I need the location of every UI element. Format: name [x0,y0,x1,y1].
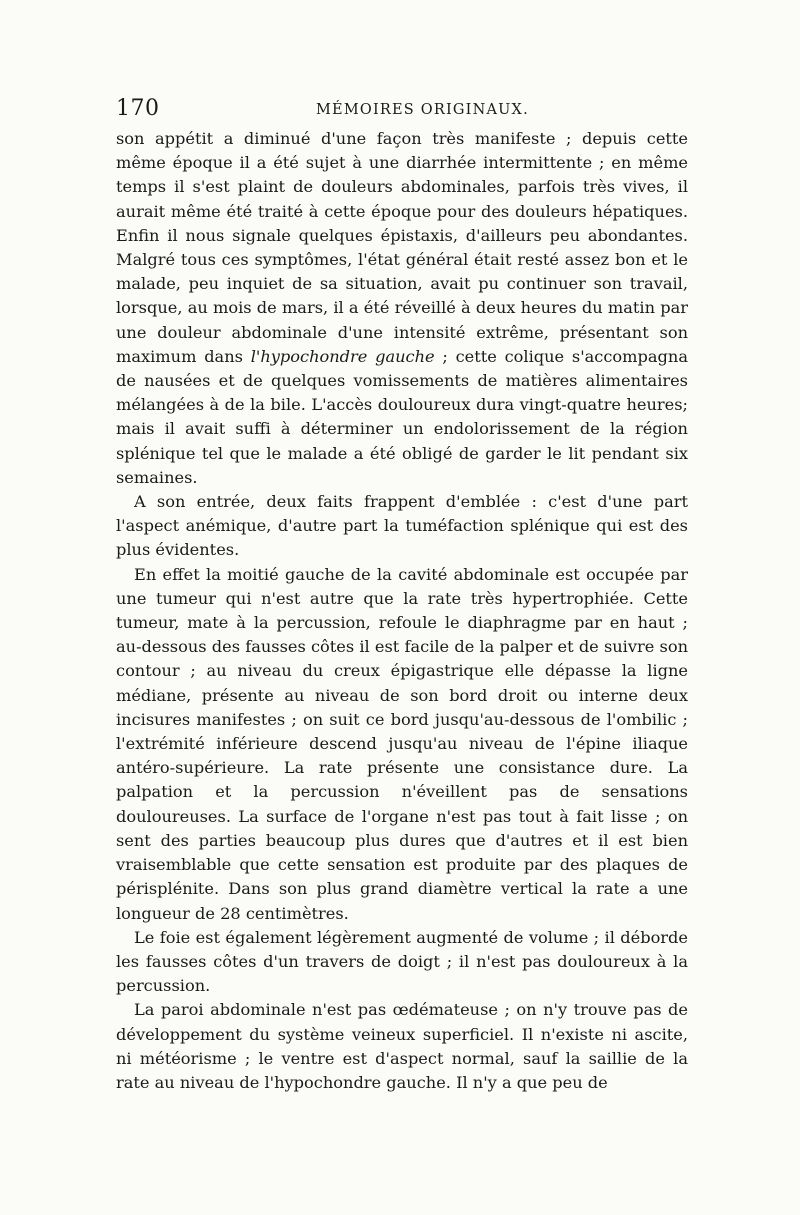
body-text [116,127,688,1095]
paragraph [116,127,688,490]
page-header [116,96,696,126]
paragraph: La paroi abdominale n'est pas œdémateuse ; on n'y trouve pas de développement du système veineux superficiel. Il n'existe ni ascite, ni météorisme ; le ventre est d'aspect normal, sauf la saillie de la rate au niveau de l'hypochondre gauche. Il n'y a que peu de [116,1000,688,1092]
paragraph-text: ; cette colique s'accompagna de nausées et de quelques vomissements de matières alimentaires mélangées à de la bile. L'accès douloureux dura vingt-quatre heures; mais il avait suffi à déterminer un endolorissement de la région splénique tel que le malade a été obligé de garder le lit pendant six semaines. [116,346,688,487]
paragraph-text: son appétit a diminué d'une façon très manifeste ; depuis cette même époque il a été sujet à une diarrhée intermittente ; en même temps il s'est plaint de douleurs abdominales, parfois très vives, il aurait même été traité à cette époque pour des douleurs hépatiques. Enfin il nous signale quelques épistaxis, d'ailleurs peu abondantes. Malgré tous ces symptômes, l'état général était resté assez bon et le malade, peu inquiet de sa situation, avait pu continuer son travail, lorsque, au mois de mars, il a été réveillé à deux heures du matin par une douleur abdominale d'une intensité extrême, présentant son maximum dans [116,129,688,366]
paragraph: En effet la moitié gauche de la cavité abdominale est occupée par une tumeur qui n'est autre que la rate très hypertrophiée. Cette tumeur, mate à la percussion, refoule le diaphragme par en haut ; au-dessous des fausses côtes il est facile de la palper et de suivre son contour ; au niveau du creux épigastrique elle dépasse la ligne médiane, présente au niveau de son bord droit ou interne deux incisures manifestes ; on suit ce bord jusqu'au-dessous de l'ombilic ; l'extrémité inférieure descend jusqu'au niveau de l'épine iliaque antéro-supérieure. La rate présente une consistance dure. La palpation et la percussion n'éveillent pas de sensations douloureuses. La surface de l'organe n'est pas tout à fait lisse ; on sent des parties beaucoup plus dures que d'autres et il est bien vraisemblable que cette sensation est produite par des plaques de périsplénite. Dans son plus grand diamètre vertical la rate a une longueur de 28 centimètres. [116,564,688,923]
running-title: MÉMOIRES ORIGINAUX. [316,102,529,118]
page-number: 170 [116,96,160,121]
emphasis-text: l'hypochondre gauche [250,346,435,366]
paragraph: A son entrée, deux faits frappent d'emblée : c'est d'une part l'aspect anémique, d'autre part la tuméfaction splénique qui est des plus évidentes. [116,492,688,560]
paragraph: Le foie est également légèrement augmenté de volume ; il déborde les fausses côtes d'un travers de doigt ; il n'est pas douloureux à la percussion. [116,927,688,996]
